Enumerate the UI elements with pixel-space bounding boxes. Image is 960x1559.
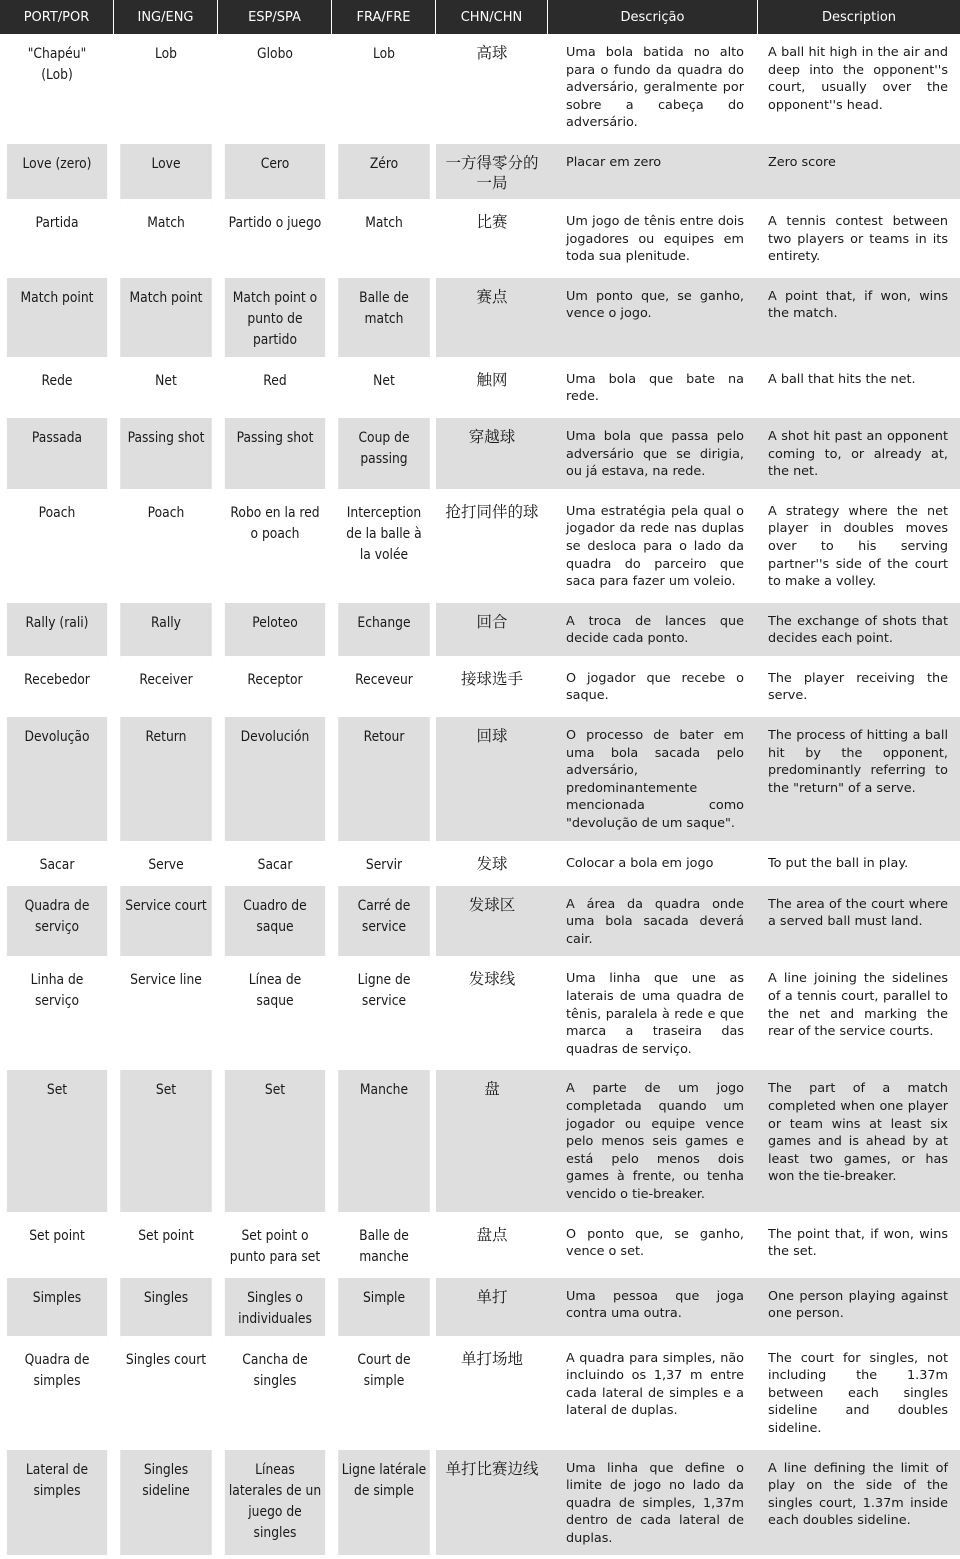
table-row [0,960,960,1070]
description-pt: A parte de um jogo completada quando um jogador ou equipe vence pelo menos seis games e está pelo menos dois games à frente, ou tenha vencido o tie-breaker. [548,1070,758,1215]
term-spa: Devolución [225,717,325,845]
description-en: The part of a match completed when one player or team wins at least six games and is ahead by at least two games, or has won the tie-breaker. [758,1070,960,1215]
description-en: A point that, if won, wins the match. [758,278,960,361]
header-eng: ING/ENG [114,0,218,34]
term-por: Linha de serviço [7,960,107,1070]
table-row [0,603,960,660]
term-spa: Match point o punto de partido [225,278,325,361]
description-pt: Colocar a bola em jogo [548,845,758,886]
description-en: The process of hitting a ball hit by the opponent, predominantly referring to the "return" of a serve. [758,717,960,845]
term-chn: 发球 [436,845,548,886]
term-eng: Singles sideline [120,1450,212,1559]
term-chn: 回球 [436,717,548,845]
term-chn: 单打比赛边线 [436,1450,548,1559]
table-row [0,361,960,418]
description-en: A ball that hits the net. [758,361,960,418]
header-fre: FRA/FRE [332,0,436,34]
term-spa: Cero [225,144,325,203]
term-spa: Globo [225,34,325,144]
term-eng: Service line [120,960,212,1070]
term-spa: Partido o juego [225,203,325,278]
table-row [0,1450,960,1559]
term-por: Quadra de serviço [7,886,107,961]
term-eng: Passing shot [120,418,212,493]
term-fre: Interception de la balle à la volée [338,493,430,603]
term-spa: Sacar [225,845,325,886]
term-fre: Balle de manche [338,1216,430,1278]
term-eng: Net [120,361,212,418]
table-row [0,34,960,144]
term-eng: Lob [120,34,212,144]
term-por: Lateral de simples [7,1450,107,1559]
description-pt: Uma bola batida no alto para o fundo da quadra do adversário, geralmente por sobre a cabeça do adversário. [548,34,758,144]
term-spa: Passing shot [225,418,325,493]
term-por: Match point [7,278,107,361]
description-pt: A área da quadra onde uma bola sacada deverá cair. [548,886,758,961]
term-eng: Match point [120,278,212,361]
table-row [0,845,960,886]
term-spa: Set point o punto para set [225,1216,325,1278]
term-por: Set point [7,1216,107,1278]
term-fre: Echange [338,603,430,660]
term-por: Recebedor [7,660,107,717]
term-fre: Court de simple [338,1340,430,1450]
table-row [0,144,960,203]
description-pt: Um jogo de tênis entre dois jogadores ou equipes em toda sua plenitude. [548,203,758,278]
header-port: PORT/POR [0,0,114,34]
term-eng: Poach [120,493,212,603]
header-spa: ESP/SPA [218,0,332,34]
term-fre: Ligne de service [338,960,430,1070]
term-spa: Robo en la red o poach [225,493,325,603]
term-por: Rede [7,361,107,418]
term-chn: 单打场地 [436,1340,548,1450]
term-chn: 发球线 [436,960,548,1070]
description-en: The court for singles, not including the 1.37m between each singles sideline and doubles sideline. [758,1340,960,1450]
header-description: Description [758,0,960,34]
description-pt: A quadra para simples, não incluindo os 1,37 m entre cada lateral de simples e a lateral de duplas. [548,1340,758,1450]
term-fre: Receveur [338,660,430,717]
term-por: Devolução [7,717,107,845]
term-fre: Ligne latérale de simple [338,1450,430,1559]
term-fre: Servir [338,845,430,886]
term-chn: 盘点 [436,1216,548,1278]
description-en: A line joining the sidelines of a tennis court, parallel to the net and marking the rear of the service courts. [758,960,960,1070]
term-eng: Receiver [120,660,212,717]
table-row [0,203,960,278]
header-chn: CHN/CHN [436,0,548,34]
term-por: Passada [7,418,107,493]
term-chn: 盘 [436,1070,548,1215]
table-row [0,717,960,845]
term-fre: Simple [338,1278,430,1340]
term-fre: Zéro [338,144,430,203]
description-pt: A troca de lances que decide cada ponto. [548,603,758,660]
description-en: The player receiving the serve. [758,660,960,717]
term-eng: Serve [120,845,212,886]
term-eng: Rally [120,603,212,660]
term-eng: Match [120,203,212,278]
table-row [0,1278,960,1340]
term-chn: 比赛 [436,203,548,278]
table-row [0,418,960,493]
term-por: Sacar [7,845,107,886]
term-eng: Singles [120,1278,212,1340]
term-spa: Set [225,1070,325,1215]
term-fre: Match [338,203,430,278]
term-fre: Manche [338,1070,430,1215]
description-en: The exchange of shots that decides each point. [758,603,960,660]
description-en: A line defining the limit of play on the side of the singles court, 1.37m inside each doubles sideline. [758,1450,960,1559]
term-eng: Singles court [120,1340,212,1450]
term-fre: Lob [338,34,430,144]
term-por: Quadra de simples [7,1340,107,1450]
term-chn: 赛点 [436,278,548,361]
description-en: A shot hit past an opponent coming to, or already at, the net. [758,418,960,493]
description-en: The area of the court where a served ball must land. [758,886,960,961]
term-eng: Return [120,717,212,845]
term-spa: Cancha de singles [225,1340,325,1450]
description-en: A ball hit high in the air and deep into the opponent''s court, usually over the opponent''s head. [758,34,960,144]
table-row [0,493,960,603]
description-pt: O jogador que recebe o saque. [548,660,758,717]
term-spa: Cuadro de saque [225,886,325,961]
term-spa: Peloteo [225,603,325,660]
description-pt: Uma bola que bate na rede. [548,361,758,418]
term-fre: Coup de passing [338,418,430,493]
table-row [0,660,960,717]
description-pt: Uma estratégia pela qual o jogador da rede nas duplas se desloca para o lado da quadra do parceiro que saca para fazer um voleio. [548,493,758,603]
term-spa: Líneas laterales de un juego de singles [225,1450,325,1559]
term-chn: 发球区 [436,886,548,961]
term-eng: Love [120,144,212,203]
term-chn: 穿越球 [436,418,548,493]
table-row [0,1070,960,1215]
table-row [0,886,960,961]
description-pt: Uma linha que define o limite de jogo no lado da quadra de simples, 1,37m dentro de cada lateral de duplas. [548,1450,758,1559]
term-eng: Set point [120,1216,212,1278]
term-por: Partida [7,203,107,278]
description-pt: O processo de bater em uma bola sacada pelo adversário, predominantemente mencionada como "devolução de um saque". [548,717,758,845]
term-spa: Receptor [225,660,325,717]
description-pt: Placar em zero [548,144,758,203]
term-por: Love (zero) [7,144,107,203]
description-en: A strategy where the net player in doubles moves over to his serving partner''s side of the court to make a volley. [758,493,960,603]
term-eng: Set [120,1070,212,1215]
term-chn: 回合 [436,603,548,660]
description-en: Zero score [758,144,960,203]
header-descricao: Descrição [548,0,758,34]
table-row [0,278,960,361]
table-row [0,1340,960,1450]
term-fre: Carré de service [338,886,430,961]
term-por: "Chapéu" (Lob) [7,34,107,144]
term-fre: Balle de match [338,278,430,361]
description-en: To put the ball in play. [758,845,960,886]
description-pt: Uma bola que passa pelo adversário que se dirigia, ou já estava, na rede. [548,418,758,493]
description-pt: Uma pessoa que joga contra uma outra. [548,1278,758,1340]
term-spa: Red [225,361,325,418]
term-fre: Retour [338,717,430,845]
term-chn: 触网 [436,361,548,418]
table-row [0,1216,960,1278]
description-pt: Uma linha que une as laterais de uma quadra de tênis, paralela à rede e que marca a traseira das quadras de serviço. [548,960,758,1070]
term-chn: 高球 [436,34,548,144]
description-pt: O ponto que, se ganho, vence o set. [548,1216,758,1278]
term-chn: 抢打同伴的球 [436,493,548,603]
description-en: The point that, if won, wins the set. [758,1216,960,1278]
term-por: Set [7,1070,107,1215]
description-en: One person playing against one person. [758,1278,960,1340]
term-por: Poach [7,493,107,603]
term-chn: 接球选手 [436,660,548,717]
term-spa: Línea de saque [225,960,325,1070]
term-eng: Service court [120,886,212,961]
header-row [0,0,960,34]
term-fre: Net [338,361,430,418]
term-chn: 一方得零分的一局 [436,144,548,203]
term-por: Simples [7,1278,107,1340]
term-por: Rally (rali) [7,603,107,660]
description-en: A tennis contest between two players or teams in its entirety. [758,203,960,278]
term-spa: Singles o individuales [225,1278,325,1340]
description-pt: Um ponto que, se ganho, vence o jogo. [548,278,758,361]
term-chn: 单打 [436,1278,548,1340]
